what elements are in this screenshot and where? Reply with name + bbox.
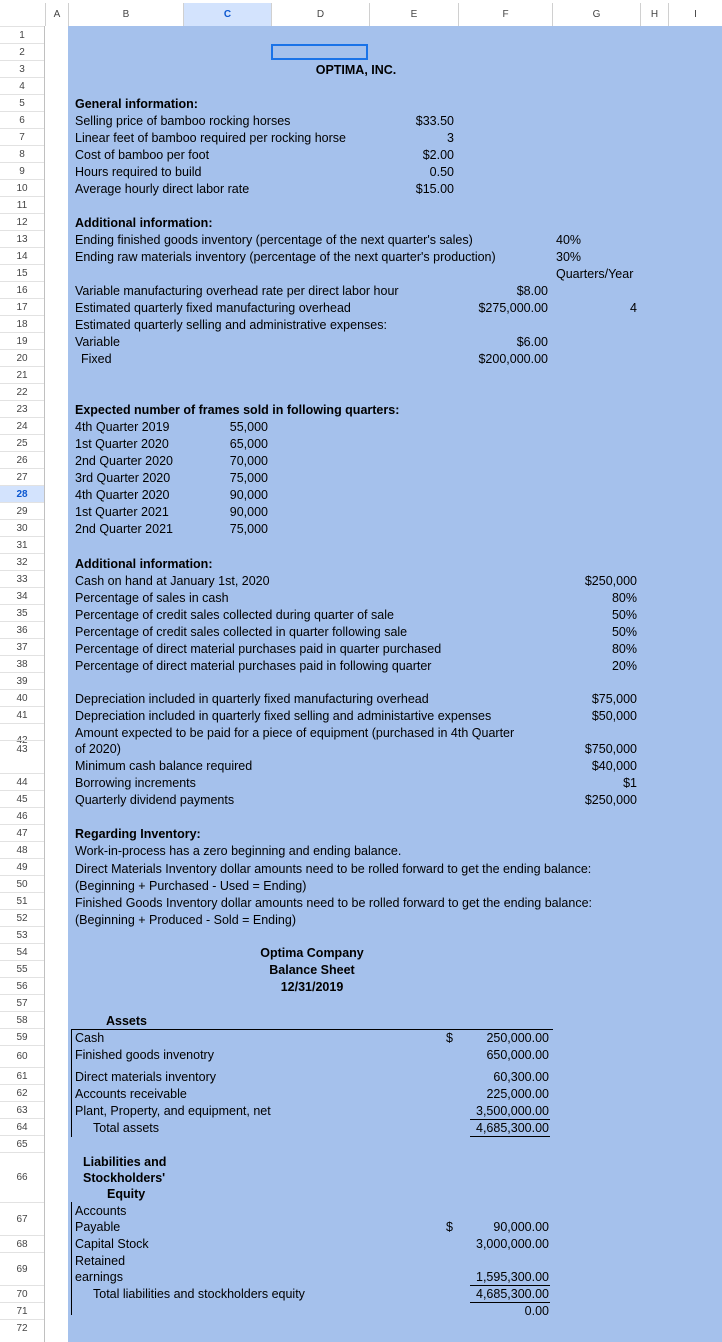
- page-title[interactable]: OPTIMA, INC.: [315, 63, 397, 77]
- row-header-33[interactable]: 33: [0, 570, 44, 587]
- additional-heading-1[interactable]: Additional information:: [75, 216, 213, 230]
- column-header-g[interactable]: G: [552, 3, 640, 26]
- quarter-units[interactable]: 90,000: [229, 505, 268, 519]
- row-header-12[interactable]: 12: [0, 213, 44, 230]
- pct-credit-same-label[interactable]: Percentage of credit sales collected during quarter of sale: [75, 608, 394, 622]
- fixed-sga-label[interactable]: Fixed: [81, 352, 112, 366]
- bs-fg-value[interactable]: 650,000.00: [486, 1048, 549, 1062]
- quarter-label[interactable]: 4th Quarter 2019: [75, 420, 170, 434]
- row-header-69[interactable]: 69: [0, 1252, 44, 1285]
- row-header-39[interactable]: 39: [0, 672, 44, 689]
- cost-bamboo-label[interactable]: Cost of bamboo per foot: [75, 148, 210, 162]
- pct-cash-label[interactable]: Percentage of sales in cash: [75, 591, 229, 605]
- row-header-66[interactable]: 66: [0, 1152, 44, 1202]
- pct-credit-next-value[interactable]: 50%: [611, 625, 637, 639]
- fixed-sga-value[interactable]: $200,000.00: [478, 352, 548, 366]
- dep-mfg-label[interactable]: Depreciation included in quarterly fixed manufacturing overhead: [75, 692, 429, 706]
- row-header-40[interactable]: 40: [0, 689, 44, 706]
- quarters-value[interactable]: 4: [630, 301, 637, 315]
- linear-feet-value[interactable]: 3: [447, 131, 454, 145]
- row-header-62[interactable]: 62: [0, 1084, 44, 1101]
- variable-sga-value[interactable]: $6.00: [516, 335, 548, 349]
- row-header-53[interactable]: 53: [0, 926, 44, 943]
- general-heading[interactable]: General information:: [75, 97, 198, 111]
- column-header-h[interactable]: H: [640, 3, 668, 26]
- row-header-36[interactable]: 36: [0, 621, 44, 638]
- bs-currency-2[interactable]: $: [446, 1220, 453, 1234]
- row-header-10[interactable]: 10: [0, 179, 44, 196]
- row-header-1[interactable]: 1: [0, 26, 44, 43]
- inventory-line-1[interactable]: Work-in-process has a zero beginning and ending balance.: [75, 844, 402, 858]
- row-header-23[interactable]: 23: [0, 400, 44, 417]
- row-header-5[interactable]: 5: [0, 94, 44, 111]
- hours-value[interactable]: 0.50: [429, 165, 454, 179]
- row-header-13[interactable]: 13: [0, 230, 44, 247]
- row-header-52[interactable]: 52: [0, 909, 44, 926]
- row-header-63[interactable]: 63: [0, 1101, 44, 1118]
- selected-cell[interactable]: [271, 44, 368, 60]
- bs-currency[interactable]: $: [446, 1031, 453, 1045]
- row-header-65[interactable]: 65: [0, 1135, 44, 1152]
- row-header-59[interactable]: 59: [0, 1028, 44, 1045]
- bs-total-assets-label[interactable]: Total assets: [93, 1121, 160, 1135]
- variable-sga-label[interactable]: Variable: [75, 335, 120, 349]
- inventory-line-2[interactable]: Direct Materials Inventory dollar amounts need to be rolled forward to get the ending balance:: [75, 862, 592, 876]
- column-header-c[interactable]: C: [183, 3, 271, 26]
- row-header-8[interactable]: 8: [0, 145, 44, 162]
- pct-cash-value[interactable]: 80%: [611, 591, 637, 605]
- bs-ppe-value[interactable]: 3,500,000.00: [476, 1104, 549, 1118]
- row-header-29[interactable]: 29: [0, 502, 44, 519]
- bs-ar-label[interactable]: Accounts receivable: [75, 1087, 187, 1101]
- row-header-16[interactable]: 16: [0, 281, 44, 298]
- inventory-line-5[interactable]: (Beginning + Produced - Sold = Ending): [75, 913, 296, 927]
- row-header-44[interactable]: 44: [0, 773, 44, 790]
- column-header-a[interactable]: A: [45, 3, 68, 26]
- ending-rm-label[interactable]: Ending raw materials inventory (percentage of the next quarter's production): [75, 250, 496, 264]
- var-oh-label[interactable]: Variable manufacturing overhead rate per direct labor hour: [75, 284, 399, 298]
- bs-title[interactable]: Balance Sheet: [269, 963, 355, 977]
- quarter-label[interactable]: 1st Quarter 2021: [75, 505, 169, 519]
- bs-total-liab-label[interactable]: Total liabilities and stockholders equity: [93, 1287, 305, 1301]
- cash-on-hand-label[interactable]: Cash on hand at January 1st, 2020: [75, 574, 270, 588]
- row-header-38[interactable]: 38: [0, 655, 44, 672]
- dep-sga-value[interactable]: $50,000: [591, 709, 637, 723]
- linear-feet-label[interactable]: Linear feet of bamboo required per rocking horse: [75, 131, 346, 145]
- pct-dm-same-label[interactable]: Percentage of direct material purchases paid in quarter purchased: [75, 642, 442, 656]
- row-header-60[interactable]: 60: [0, 1045, 44, 1067]
- row-header-25[interactable]: 25: [0, 434, 44, 451]
- pct-credit-same-value[interactable]: 50%: [611, 608, 637, 622]
- bs-re-label-line2[interactable]: earnings: [75, 1270, 123, 1284]
- column-header-b[interactable]: B: [68, 3, 183, 26]
- row-header-9[interactable]: 9: [0, 162, 44, 179]
- bs-liab-heading-2[interactable]: Stockholders': [83, 1171, 166, 1185]
- quarter-label[interactable]: 3rd Quarter 2020: [75, 471, 171, 485]
- row-header-50[interactable]: 50: [0, 875, 44, 892]
- row-header-34[interactable]: 34: [0, 587, 44, 604]
- var-oh-value[interactable]: $8.00: [516, 284, 548, 298]
- selling-price-value[interactable]: $33.50: [415, 114, 454, 128]
- row-header-19[interactable]: 19: [0, 332, 44, 349]
- labor-rate-value[interactable]: $15.00: [415, 182, 454, 196]
- cost-bamboo-value[interactable]: $2.00: [422, 148, 454, 162]
- row-header-45[interactable]: 45: [0, 790, 44, 807]
- sga-label[interactable]: Estimated quarterly selling and administrative expenses:: [75, 318, 387, 332]
- row-header-18[interactable]: 18: [0, 315, 44, 332]
- row-header-26[interactable]: 26: [0, 451, 44, 468]
- row-header-67[interactable]: 67: [0, 1202, 44, 1235]
- row-header-27[interactable]: 27: [0, 468, 44, 485]
- quarter-units[interactable]: 75,000: [229, 471, 268, 485]
- equipment-value[interactable]: $750,000: [584, 742, 637, 756]
- row-header-4[interactable]: 4: [0, 77, 44, 94]
- row-header-57[interactable]: 57: [0, 994, 44, 1011]
- row-header-49[interactable]: 49: [0, 858, 44, 875]
- bs-ap-value[interactable]: 90,000.00: [493, 1220, 549, 1234]
- equipment-label-line1[interactable]: Amount expected to be paid for a piece of equipment (purchased in 4th Quarter: [75, 726, 515, 740]
- dep-mfg-value[interactable]: $75,000: [591, 692, 637, 706]
- row-header-32[interactable]: 32: [0, 553, 44, 570]
- equipment-label-line2[interactable]: of 2020): [75, 742, 121, 756]
- row-header-47[interactable]: 47: [0, 824, 44, 841]
- bs-cs-label[interactable]: Capital Stock: [75, 1237, 149, 1251]
- bs-cash-value[interactable]: 250,000.00: [486, 1031, 549, 1045]
- borrowing-value[interactable]: $1: [623, 776, 637, 790]
- ending-fg-value[interactable]: 40%: [556, 233, 582, 247]
- row-header-3[interactable]: 3: [0, 60, 44, 77]
- row-header-72[interactable]: 72: [0, 1319, 44, 1336]
- bs-total-assets-value[interactable]: 4,685,300.00: [476, 1121, 549, 1135]
- row-header-58[interactable]: 58: [0, 1011, 44, 1028]
- quarter-units[interactable]: 90,000: [229, 488, 268, 502]
- row-header-41[interactable]: 41: [0, 706, 44, 723]
- dep-sga-label[interactable]: Depreciation included in quarterly fixed selling and administartive expenses: [75, 709, 492, 723]
- column-header-e[interactable]: E: [369, 3, 458, 26]
- inventory-line-3[interactable]: (Beginning + Purchased - Used = Ending): [75, 879, 307, 893]
- ending-fg-label[interactable]: Ending finished goods inventory (percentage of the next quarter's sales): [75, 233, 473, 247]
- row-header-61[interactable]: 61: [0, 1067, 44, 1084]
- row-header-11[interactable]: 11: [0, 196, 44, 213]
- min-cash-value[interactable]: $40,000: [591, 759, 637, 773]
- pct-credit-next-label[interactable]: Percentage of credit sales collected in quarter following sale: [75, 625, 408, 639]
- row-header-56[interactable]: 56: [0, 977, 44, 994]
- expected-heading[interactable]: Expected number of frames sold in following quarters:: [75, 403, 400, 417]
- pct-dm-next-label[interactable]: Percentage of direct material purchases paid in following quarter: [75, 659, 432, 673]
- bs-re-value[interactable]: 1,595,300.00: [476, 1270, 549, 1284]
- quarter-units[interactable]: 55,000: [229, 420, 268, 434]
- bs-company[interactable]: Optima Company: [260, 946, 364, 960]
- row-header-54[interactable]: 54: [0, 943, 44, 960]
- pct-dm-same-value[interactable]: 80%: [611, 642, 637, 656]
- bs-liab-heading-3[interactable]: Equity: [107, 1187, 146, 1201]
- row-header-bar: [0, 26, 45, 1342]
- hours-label[interactable]: Hours required to build: [75, 165, 202, 179]
- row-header-46[interactable]: 46: [0, 807, 44, 824]
- row-header-71[interactable]: 71: [0, 1302, 44, 1319]
- fixed-oh-value[interactable]: $275,000.00: [478, 301, 548, 315]
- bs-cs-value[interactable]: 3,000,000.00: [476, 1237, 549, 1251]
- borrowing-label[interactable]: Borrowing increments: [75, 776, 196, 790]
- additional-heading-2[interactable]: Additional information:: [75, 557, 213, 571]
- column-header-bar: [0, 0, 722, 27]
- quarter-units[interactable]: 75,000: [229, 522, 268, 536]
- row-header-64[interactable]: 64: [0, 1118, 44, 1135]
- bs-fg-label[interactable]: Finished goods invenotry: [75, 1048, 214, 1062]
- row-header-6[interactable]: 6: [0, 111, 44, 128]
- column-header-i[interactable]: I: [668, 3, 722, 26]
- row-header-68[interactable]: 68: [0, 1235, 44, 1252]
- fixed-oh-label[interactable]: Estimated quarterly fixed manufacturing overhead: [75, 301, 351, 315]
- row-header-20[interactable]: 20: [0, 349, 44, 366]
- quarter-label[interactable]: 1st Quarter 2020: [75, 437, 169, 451]
- total-assets-underline: [470, 1136, 550, 1137]
- inventory-line-4[interactable]: Finished Goods Inventory dollar amounts need to be rolled forward to get the ending balance:: [75, 896, 592, 910]
- row-header-28[interactable]: 28: [0, 485, 44, 502]
- row-header-55[interactable]: 55: [0, 960, 44, 977]
- bs-re-label-line1[interactable]: Retained: [75, 1254, 126, 1268]
- min-cash-label[interactable]: Minimum cash balance required: [75, 759, 253, 773]
- quarter-label[interactable]: 2nd Quarter 2020: [75, 454, 173, 468]
- bs-assets-heading[interactable]: Assets: [106, 1014, 147, 1028]
- dividends-label[interactable]: Quarterly dividend payments: [75, 793, 235, 807]
- pct-dm-next-value[interactable]: 20%: [611, 659, 637, 673]
- bs-liab-heading-1[interactable]: Liabilities and: [83, 1155, 167, 1169]
- row-header-37[interactable]: 37: [0, 638, 44, 655]
- row-header-30[interactable]: 30: [0, 519, 44, 536]
- row-header-42[interactable]: 42: [0, 723, 44, 756]
- bs-dm-label[interactable]: Direct materials inventory: [75, 1070, 217, 1084]
- row-header-7[interactable]: 7: [0, 128, 44, 145]
- bs-ap-label-line2[interactable]: Payable: [75, 1220, 121, 1234]
- bs-total-liab-value[interactable]: 4,685,300.00: [476, 1287, 549, 1301]
- row-header-21[interactable]: 21: [0, 366, 44, 383]
- bs-cash-label[interactable]: Cash: [75, 1031, 105, 1045]
- row-header-43[interactable]: 43: [0, 740, 44, 757]
- quarter-units[interactable]: 65,000: [229, 437, 268, 451]
- row-header-14[interactable]: 14: [0, 247, 44, 264]
- row-header-15[interactable]: 15: [0, 264, 44, 281]
- inventory-heading[interactable]: Regarding Inventory:: [75, 827, 201, 841]
- quarter-units[interactable]: 70,000: [229, 454, 268, 468]
- row-header-2[interactable]: 2: [0, 43, 44, 60]
- labor-rate-label[interactable]: Average hourly direct labor rate: [75, 182, 250, 196]
- bs-ppe-label[interactable]: Plant, Property, and equipment, net: [75, 1104, 271, 1118]
- quarter-label[interactable]: 4th Quarter 2020: [75, 488, 170, 502]
- row-header-51[interactable]: 51: [0, 892, 44, 909]
- row-header-31[interactable]: 31: [0, 536, 44, 553]
- row-header-22[interactable]: 22: [0, 383, 44, 400]
- column-header-f[interactable]: F: [458, 3, 552, 26]
- row-header-35[interactable]: 35: [0, 604, 44, 621]
- row-header-17[interactable]: 17: [0, 298, 44, 315]
- row-header-48[interactable]: 48: [0, 841, 44, 858]
- column-header-d[interactable]: D: [271, 3, 369, 26]
- quarter-label[interactable]: 2nd Quarter 2021: [75, 522, 173, 536]
- bs-date[interactable]: 12/31/2019: [280, 980, 344, 994]
- dividends-value[interactable]: $250,000: [584, 793, 637, 807]
- bs-ar-value[interactable]: 225,000.00: [486, 1087, 549, 1101]
- quarters-per-year-label[interactable]: Quarters/Year: [556, 267, 634, 281]
- row-header-70[interactable]: 70: [0, 1285, 44, 1302]
- bs-difference[interactable]: 0.00: [524, 1304, 549, 1318]
- row-header-24[interactable]: 24: [0, 417, 44, 434]
- column-a-cells: [45, 26, 68, 1342]
- bs-dm-value[interactable]: 60,300.00: [493, 1070, 549, 1084]
- cash-on-hand-value[interactable]: $250,000: [584, 574, 637, 588]
- selling-price-label[interactable]: Selling price of bamboo rocking horses: [75, 114, 291, 128]
- bs-ap-label-line1[interactable]: Accounts: [75, 1204, 127, 1218]
- ending-rm-value[interactable]: 30%: [556, 250, 582, 264]
